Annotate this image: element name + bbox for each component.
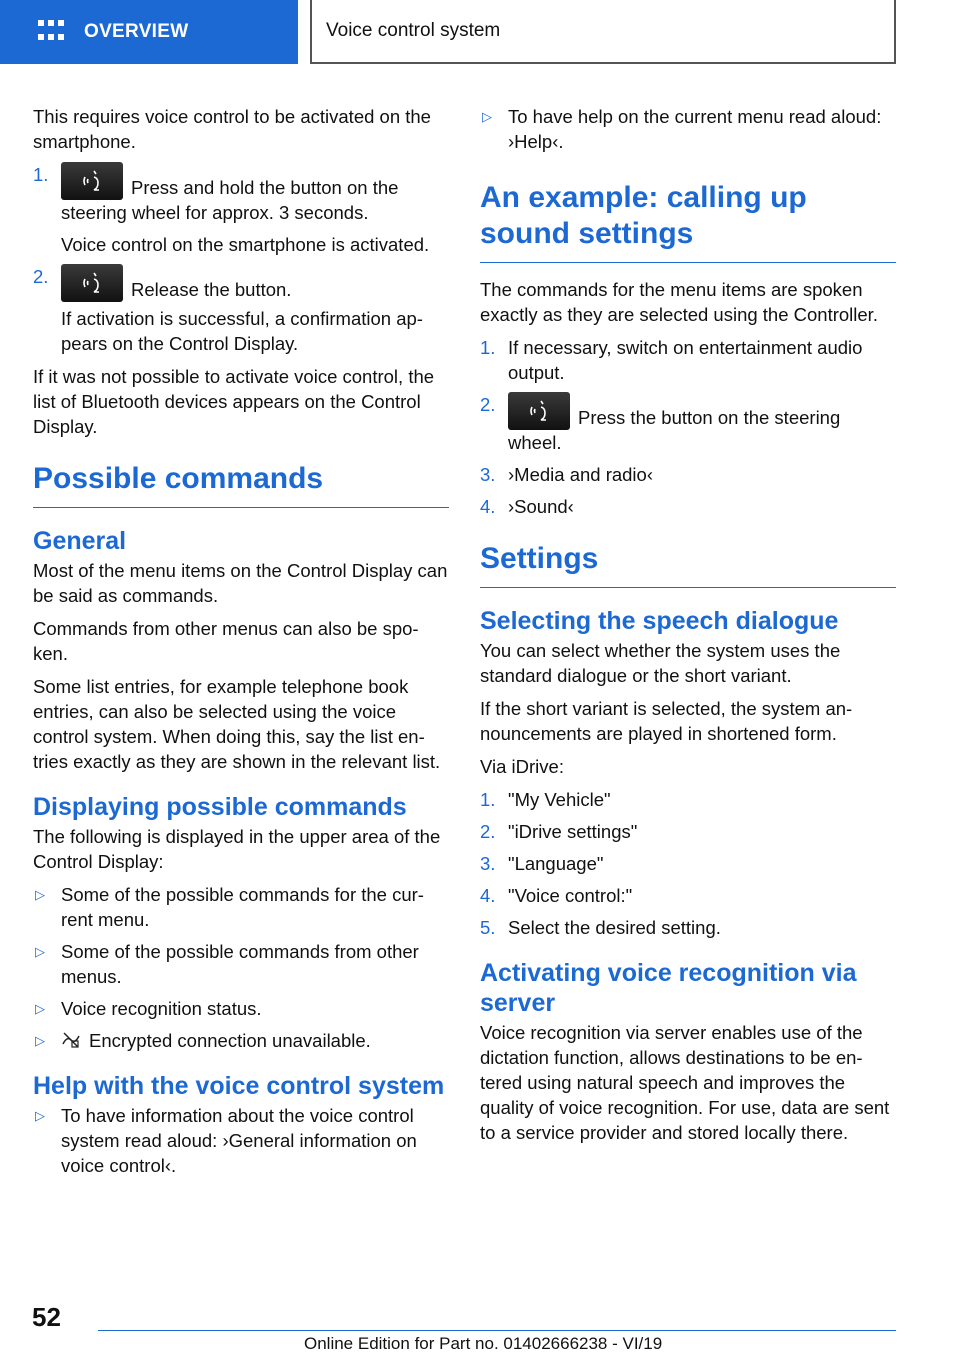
dialogue-step-1 xyxy=(480,787,896,812)
step-text: Press and hold the button on the steering wheel for approx. 3 seconds. xyxy=(61,177,399,223)
list-item-text: Some of the possible commands for the cur‐ rent menu. xyxy=(61,884,424,930)
section-title-example: An example: calling up sound settings xyxy=(480,180,896,263)
step-text: ›Media and radio‹ xyxy=(508,464,653,485)
step-number: 5. xyxy=(480,917,496,938)
list-item xyxy=(33,939,449,989)
step-text: Release the button. xyxy=(131,279,292,300)
step-number: 2. xyxy=(480,821,496,842)
step-number: 2. xyxy=(33,266,49,287)
dialogue-paragraph-2: If the short variant is selected, the system an‐ nouncements are played in shortened form. xyxy=(480,698,853,744)
dialogue-paragraph-1: You can select whether the system uses the standard dialogue or the short variant. xyxy=(480,640,841,686)
step-number: 1. xyxy=(33,164,49,185)
step-subtext: If activation is successful, a confirmation ap‐ pears on the Control Display. xyxy=(61,308,423,354)
triangle-bullet-icon: ▷ xyxy=(35,1108,45,1123)
overview-tab[interactable] xyxy=(0,0,298,64)
step-number: 4. xyxy=(480,885,496,906)
step-number: 4. xyxy=(480,496,496,517)
right-column xyxy=(480,104,896,1153)
subsection-title-help: Help with the voice control system xyxy=(33,1072,445,1100)
example-step-3 xyxy=(480,462,896,487)
list-item-text: Encrypted connection unavailable. xyxy=(89,1030,371,1051)
example-intro: The commands for the menu items are spoken exactly as they are selected using the Controller. xyxy=(480,279,878,325)
subsection-title-displaying: Displaying possible commands xyxy=(33,793,407,821)
activation-fail-note: If it was not possible to activate voice control, the list of Bluetooth devices appears on the Control Display. xyxy=(33,366,435,437)
grid-menu-icon xyxy=(38,20,64,44)
list-item xyxy=(33,1028,449,1053)
example-steps xyxy=(480,335,896,519)
voice-control-button-icon xyxy=(61,264,123,302)
triangle-bullet-icon: ▷ xyxy=(482,109,492,124)
displaying-intro: The following is displayed in the upper area of the Control Display: xyxy=(33,826,441,872)
section-title-settings: Settings xyxy=(480,541,896,588)
help-list xyxy=(33,1103,449,1178)
subsection-title-general: General xyxy=(33,527,127,555)
footer-edition: Online Edition for Part no. 01402666238 - VI/19 xyxy=(304,1334,663,1353)
dialogue-paragraph-3: Via iDrive: xyxy=(480,756,564,777)
step-text: If necessary, switch on entertainment audio output. xyxy=(508,337,863,383)
section-title-possible-commands: Possible commands xyxy=(33,461,449,508)
step-text: "My Vehicle" xyxy=(508,789,611,810)
dialogue-step-3 xyxy=(480,851,896,876)
left-column xyxy=(33,104,449,1186)
example-step-2 xyxy=(480,392,896,455)
step-text: "iDrive settings" xyxy=(508,821,638,842)
voice-control-button-icon xyxy=(508,392,570,430)
list-item-text: To have help on the current menu read aloud: ›Help‹. xyxy=(508,106,882,152)
list-item-text: Some of the possible commands from other menus. xyxy=(61,941,419,987)
server-paragraph: Voice recognition via server enables use of the dictation function, allows destinations to be en‐ tered using natural speech and improves the quality of voice recognition. For use, data are sent to a service provider and stored locally there. xyxy=(480,1022,890,1143)
dialogue-steps xyxy=(480,787,896,940)
list-item xyxy=(480,104,896,154)
step-text: "Voice control:" xyxy=(508,885,633,906)
subsection-title-server-recognition: Activating voice recognition via server xyxy=(480,959,857,1017)
list-item-text: Voice recognition status. xyxy=(61,998,262,1019)
list-item xyxy=(33,996,449,1021)
step-text: Select the desired setting. xyxy=(508,917,721,938)
chapter-title-text: Voice control system xyxy=(326,20,501,41)
general-paragraph-3: Some list entries, for example telephone book entries, can also be selected using the voice control system. When doing this, say the list en‐ tries exactly as they are shown in the relevant list. xyxy=(33,676,441,772)
activation-steps xyxy=(33,162,449,356)
step-number: 3. xyxy=(480,464,496,485)
page-number: 52 xyxy=(32,1302,61,1332)
encryption-unavailable-icon xyxy=(61,1030,81,1050)
example-step-4 xyxy=(480,494,896,519)
list-item xyxy=(33,1103,449,1178)
triangle-bullet-icon: ▷ xyxy=(35,944,45,959)
activation-step-1 xyxy=(33,162,449,257)
general-paragraph-1: Most of the menu items on the Control Display can be said as commands. xyxy=(33,560,448,606)
dialogue-step-4 xyxy=(480,883,896,908)
dialogue-step-2 xyxy=(480,819,896,844)
step-number: 3. xyxy=(480,853,496,874)
triangle-bullet-icon: ▷ xyxy=(35,887,45,902)
step-text: ›Sound‹ xyxy=(508,496,574,517)
triangle-bullet-icon: ▷ xyxy=(35,1033,45,1048)
displaying-list xyxy=(33,882,449,1053)
chapter-title xyxy=(310,0,896,64)
example-step-1 xyxy=(480,335,896,385)
overview-tab-label: OVERVIEW xyxy=(84,21,189,42)
activation-step-2 xyxy=(33,264,449,356)
triangle-bullet-icon: ▷ xyxy=(35,1001,45,1016)
dialogue-step-5 xyxy=(480,915,896,940)
step-number: 1. xyxy=(480,789,496,810)
intro-paragraph: This requires voice control to be activated on the smartphone. xyxy=(33,106,431,152)
step-text: Press the button on the steering wheel. xyxy=(508,407,841,453)
list-item-text: To have information about the voice control system read aloud: ›General information on voice control‹. xyxy=(61,1105,417,1176)
step-number: 1. xyxy=(480,337,496,358)
step-subtext: Voice control on the smartphone is activated. xyxy=(61,234,430,255)
general-paragraph-2: Commands from other menus can also be spo‐ ken. xyxy=(33,618,419,664)
step-text: "Language" xyxy=(508,853,604,874)
help-list-continued xyxy=(480,104,896,154)
subsection-title-speech-dialogue: Selecting the speech dialogue xyxy=(480,607,839,635)
list-item xyxy=(33,882,449,932)
footer-divider xyxy=(98,1330,896,1331)
voice-control-button-icon xyxy=(61,162,123,200)
step-number: 2. xyxy=(480,394,496,415)
